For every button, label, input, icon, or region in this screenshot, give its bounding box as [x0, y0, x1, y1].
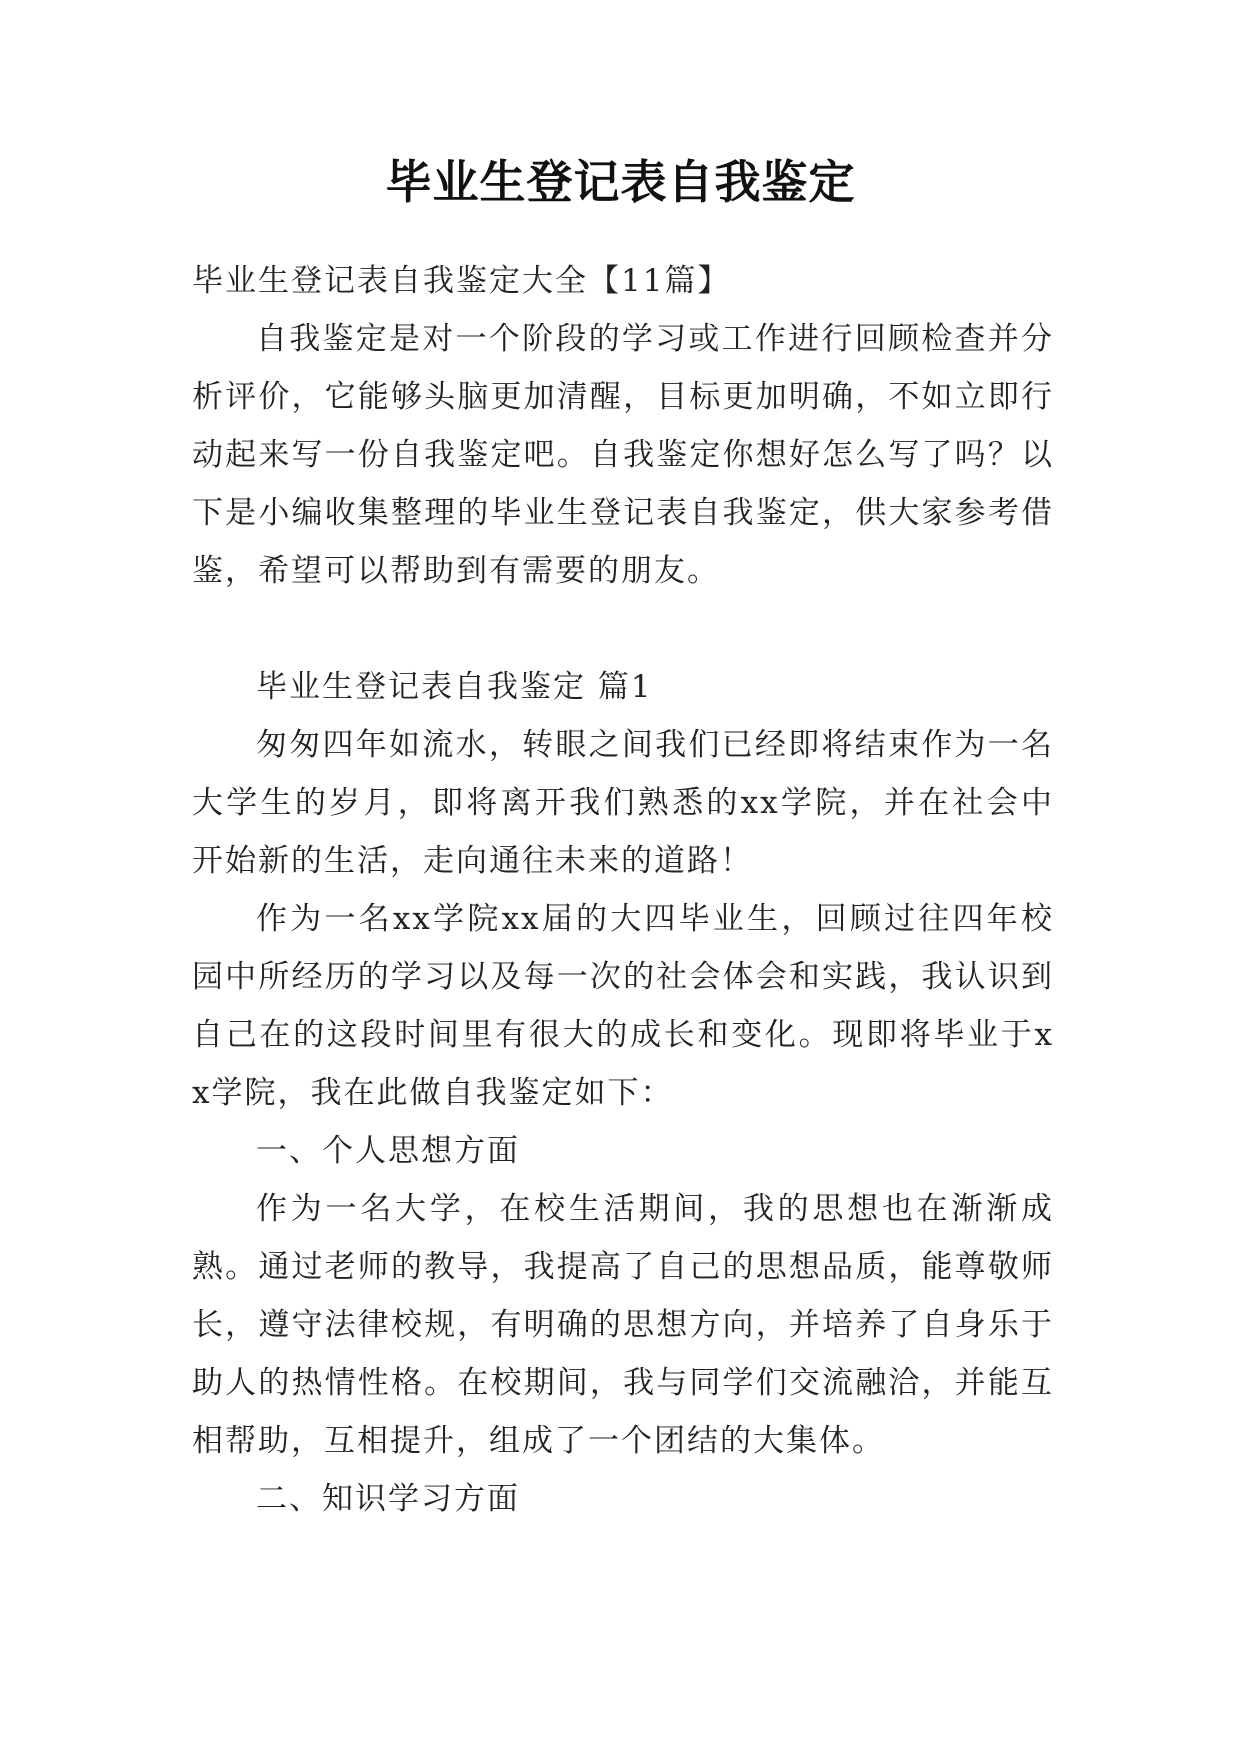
document-subtitle: 毕业生登记表自我鉴定大全【11篇】 — [192, 263, 731, 299]
body-paragraph: 作为一名xx学院xx届的大四毕业生，回顾过往四年校园中所经历的学习以及每一次的社会体会和实践，我认识到自己在的这段时间里有很大的成长和变化。现即将毕业于xx学院，我在此做自我鉴定如下： — [192, 901, 1054, 1111]
document-title: 毕业生登记表自我鉴定 — [385, 155, 856, 209]
subsection-heading: 一、个人思想方面 — [256, 1133, 520, 1169]
section-spacer — [192, 600, 1054, 658]
document-body — [192, 252, 1054, 1528]
subsection-heading: 二、知识学习方面 — [256, 1481, 520, 1517]
body-paragraph: 作为一名大学，在校生活期间，我的思想也在渐渐成熟。通过老师的教导，我提高了自己的思想品质，能尊敬师长，遵守法律校规，有明确的思想方向，并培养了自身乐于助人的热情性格。在校期间，我与同学们交流融洽，并能互相帮助，互相提升，组成了一个团结的大集体。 — [192, 1191, 1054, 1459]
body-paragraph: 匆匆四年如流水，转眼之间我们已经即将结束作为一名大学生的岁月，即将离开我们熟悉的xx学院，并在社会中开始新的生活，走向通往未来的道路！ — [192, 727, 1054, 879]
intro-paragraph: 自我鉴定是对一个阶段的学习或工作进行回顾检查并分析评价，它能够头脑更加清醒，目标更加明确，不如立即行动起来写一份自我鉴定吧。自我鉴定你想好怎么写了吗？以下是小编收集整理的毕业生登记表自我鉴定，供大家参考借鉴，希望可以帮助到有需要的朋友。 — [192, 321, 1054, 589]
section-heading: 毕业生登记表自我鉴定 篇1 — [256, 669, 653, 705]
